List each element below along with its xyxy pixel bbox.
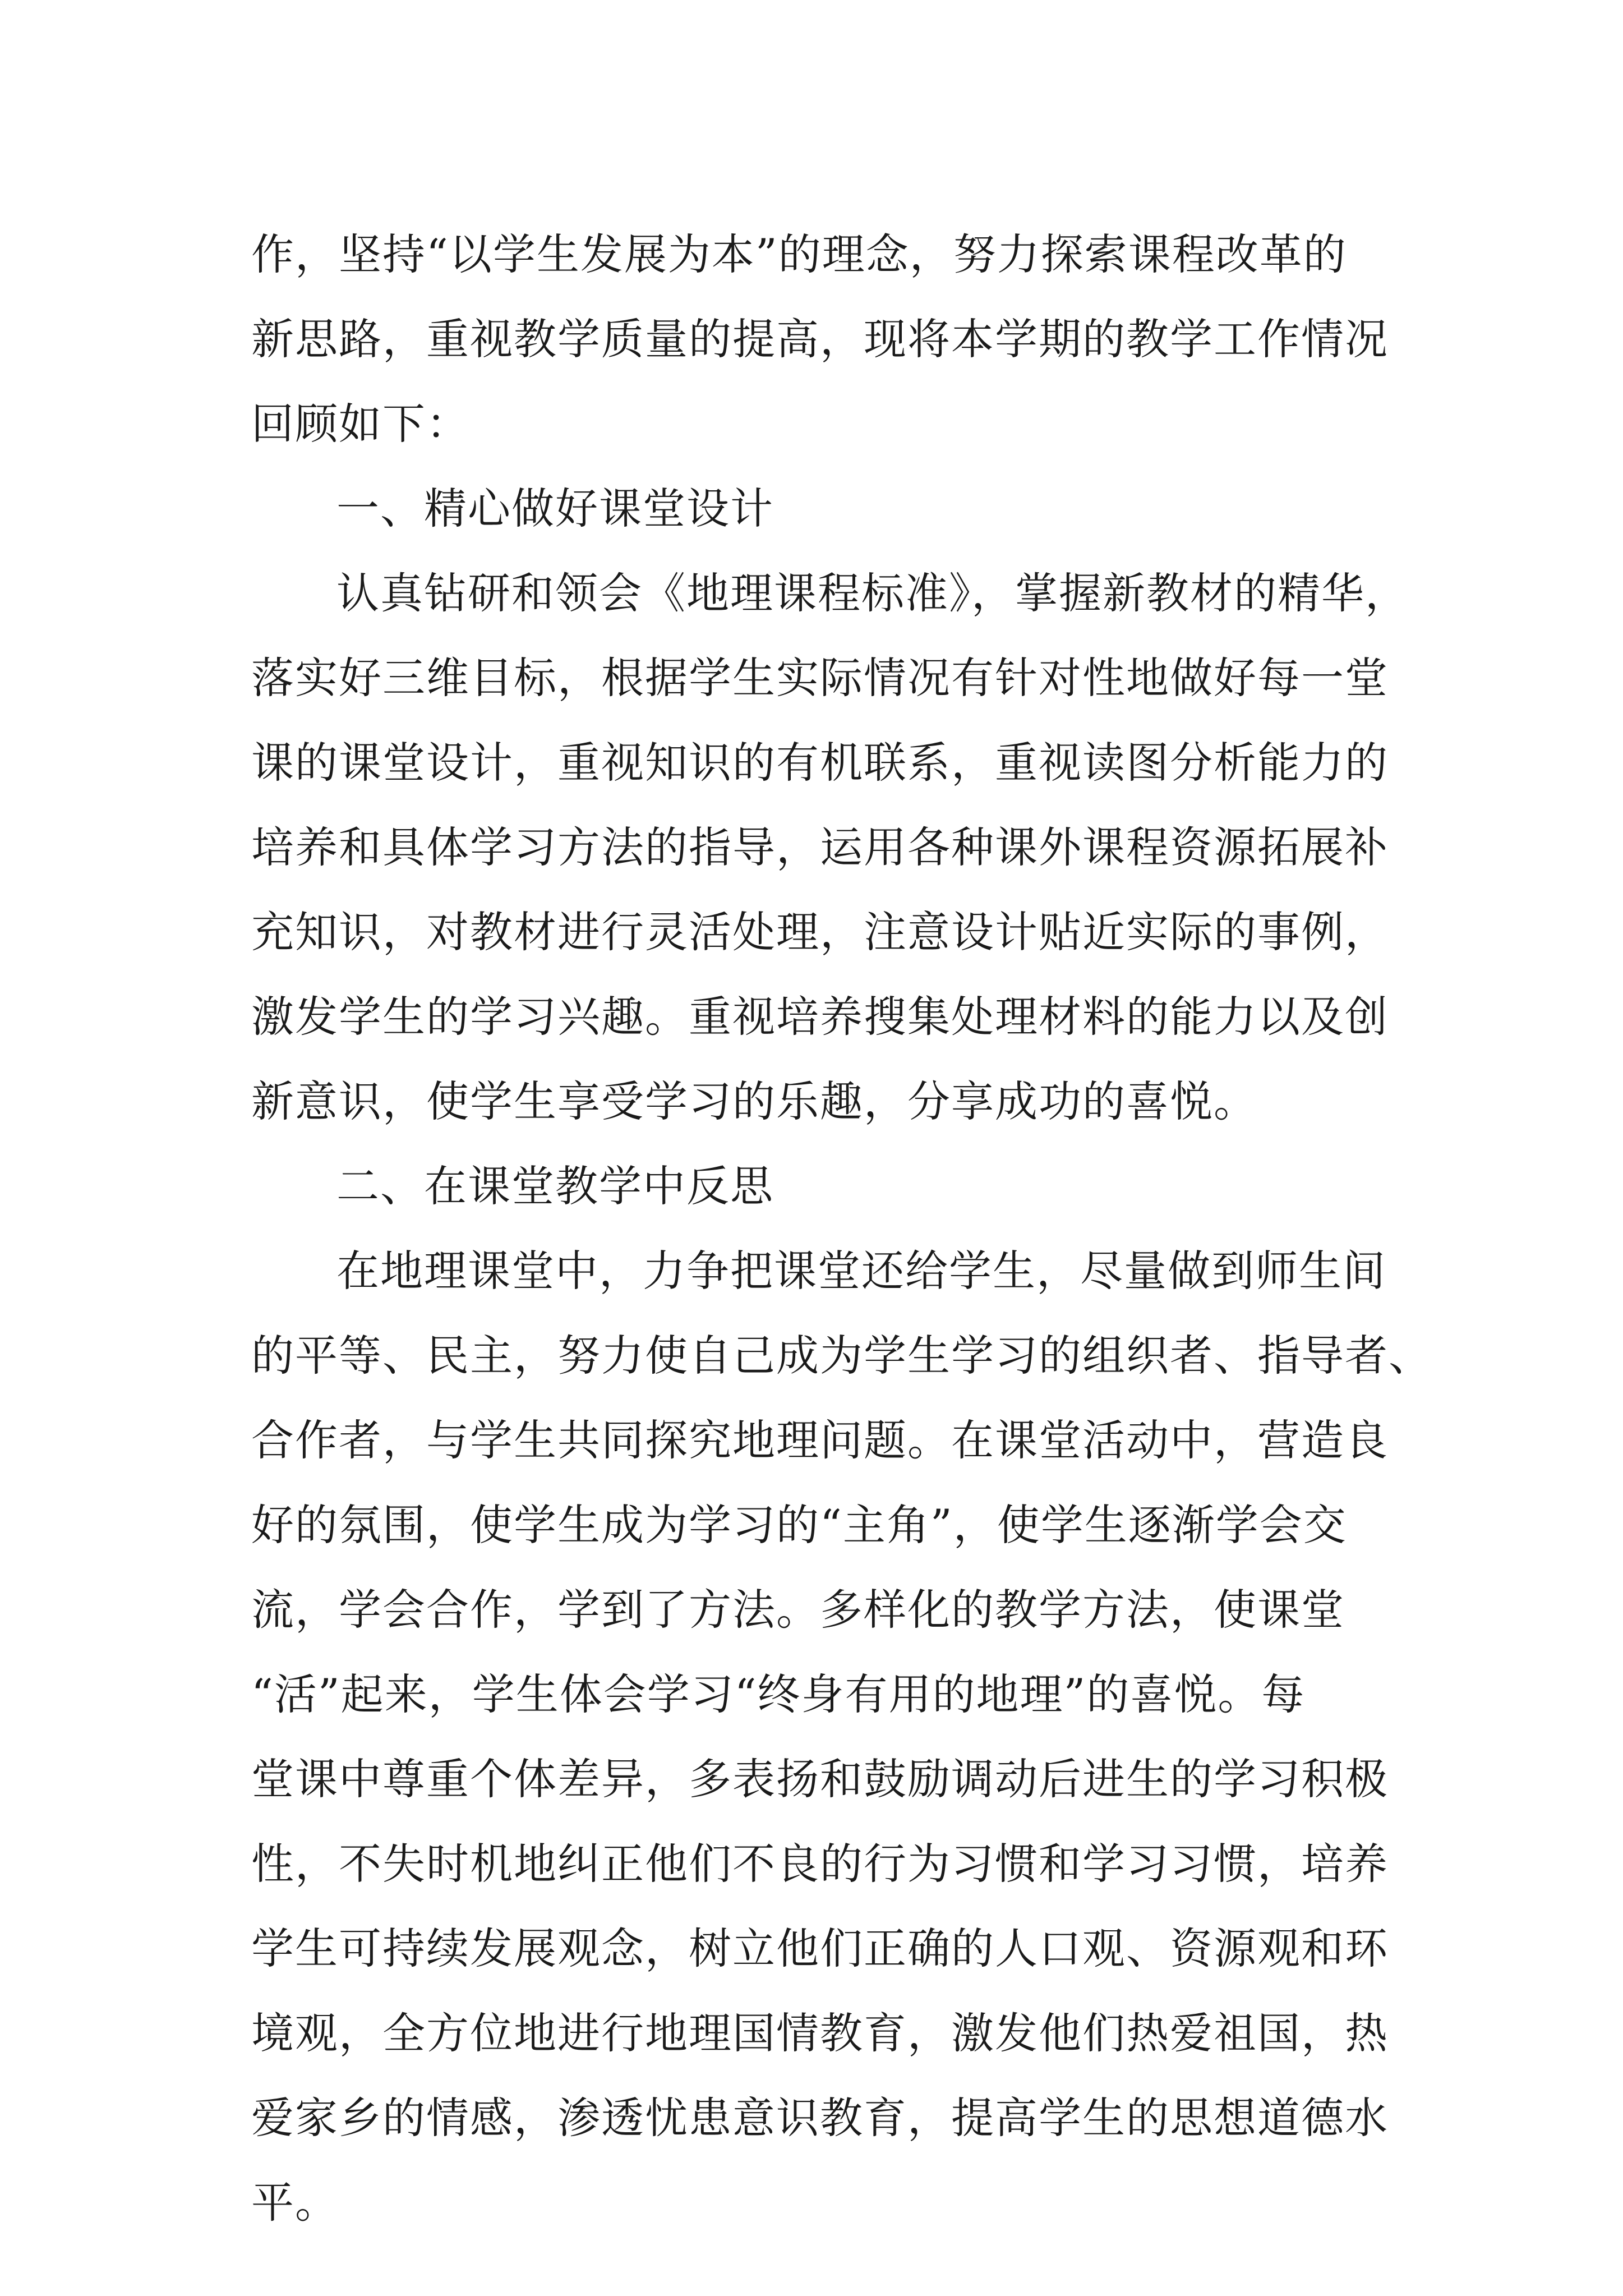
text-line: 回顾如下： bbox=[251, 399, 470, 449]
text-line: 培养和具体学习方法的指导，运用各种课外课程资源拓展补 bbox=[251, 822, 1389, 872]
text-line: 性，不失时机地纠正他们不良的行为习惯和学习习惯，培养 bbox=[251, 1839, 1389, 1889]
text-line: 在地理课堂中，力争把课堂还给学生，尽量做到师生间 bbox=[336, 1246, 1386, 1296]
section-2-heading: 二、在课堂教学中反思 bbox=[336, 1161, 774, 1211]
text-line: 流，学会合作，学到了方法。多样化的教学方法，使课堂 bbox=[251, 1585, 1345, 1635]
text-line: 的平等、民主，努力使自己成为学生学习的组织者、指导者、 bbox=[251, 1331, 1432, 1381]
document-body bbox=[251, 212, 1432, 2245]
text-line: 学生可持续发展观念，树立他们正确的人口观、资源观和环 bbox=[251, 1924, 1389, 1973]
text-line: 合作者，与学生共同探究地理问题。在课堂活动中，营造良 bbox=[251, 1415, 1389, 1465]
text-line: 作，坚持“以学生发展为本”的理念，努力探索课程改革的 bbox=[251, 229, 1347, 279]
text-line: “活”起来，学生体会学习“终身有用的地理”的喜悦。每 bbox=[251, 1669, 1306, 1719]
text-line: 落实好三维目标，根据学生实际情况有针对性地做好每一堂 bbox=[251, 653, 1389, 703]
text-line: 平。 bbox=[251, 2178, 339, 2228]
text-line: 认真钻研和领会《地理课程标准》，掌握新教材的精华， bbox=[336, 568, 1409, 618]
section-1-paragraph bbox=[251, 551, 1409, 1144]
text-line: 激发学生的学习兴趣。重视培养搜集处理材料的能力以及创 bbox=[251, 992, 1389, 1042]
text-line: 课的课堂设计，重视知识的有机联系，重视读图分析能力的 bbox=[251, 738, 1389, 788]
text-line: 堂课中尊重个体差异，多表扬和鼓励调动后进生的学习积极 bbox=[251, 1754, 1389, 1804]
section-1-heading: 一、精心做好课堂设计 bbox=[336, 484, 774, 533]
text-line: 境观，全方位地进行地理国情教育，激发他们热爱祖国，热 bbox=[251, 2008, 1389, 2058]
text-line: 爱家乡的情感，渗透忧患意识教育，提高学生的思想道德水 bbox=[251, 2093, 1389, 2143]
text-line: 充知识，对教材进行灵活处理，注意设计贴近实际的事例， bbox=[251, 907, 1389, 957]
intro-paragraph bbox=[251, 212, 1401, 466]
text-line: 新思路，重视教学质量的提高，现将本学期的教学工作情况 bbox=[251, 314, 1389, 364]
text-line: 好的氛围，使学生成为学习的“主角”，使学生逐渐学会交 bbox=[251, 1500, 1347, 1550]
text-line: 新意识，使学生享受学习的乐趣，分享成功的喜悦。 bbox=[251, 1076, 1257, 1126]
section-2-paragraph bbox=[251, 1228, 1432, 2245]
